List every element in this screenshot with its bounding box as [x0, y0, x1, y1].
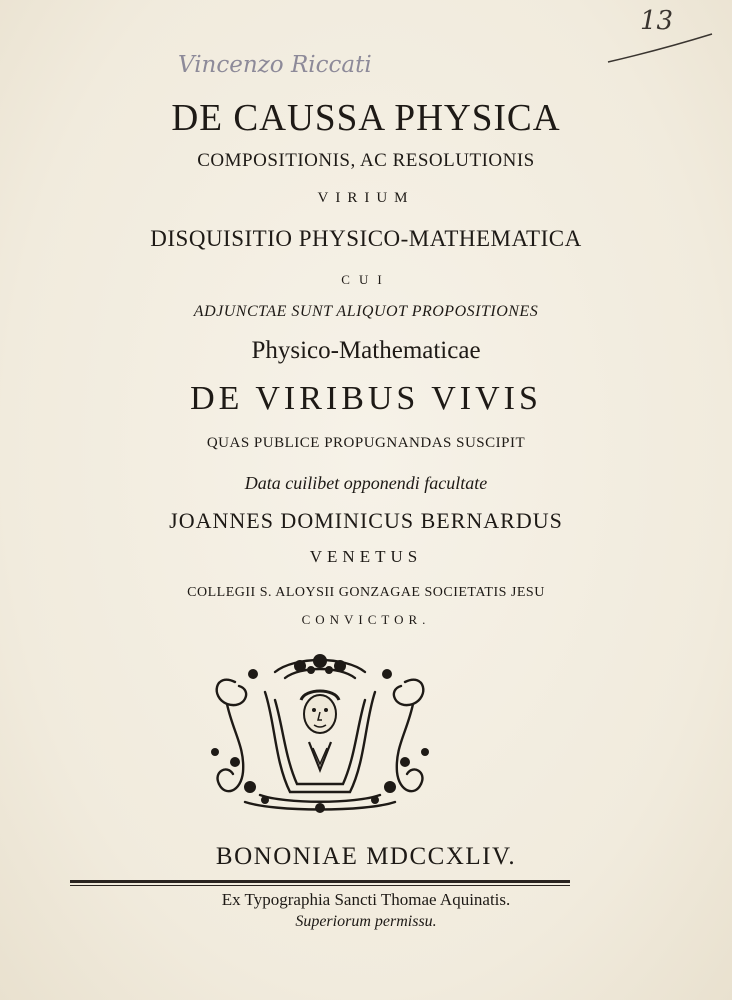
subtitle-line-5: ADJUNCTAE SUNT ALIQUOT PROPOSITIONES: [193, 303, 539, 320]
subtitle-line-8: Data cuilibet opponendi facultate: [244, 473, 488, 493]
imprint-rule-thick: [70, 880, 570, 883]
subtitle-line-7: QUAS PUBLICE PROPUGNANDAS SUSCIPIT: [206, 435, 526, 451]
imprint-permission: Superiorum permissu.: [295, 913, 437, 930]
imprint-printer: Ex Typographia Sancti Thomae Aquinatis.: [221, 890, 511, 909]
shelf-mark-underline: [600, 28, 720, 68]
subtitle-line-6: Physico-Mathematicae: [251, 337, 481, 364]
owner-signature: Vincenzo Riccati: [178, 52, 372, 78]
imprint-place-date: BONONIAE MDCCXLIV.: [215, 843, 517, 870]
subtitle-line-4: CUI: [341, 272, 391, 287]
printers-ornament: [205, 652, 435, 817]
subtitle-line-2: VIRIUM: [317, 190, 415, 206]
author-origin: VENETUS: [309, 547, 423, 566]
subtitle-line-3: DISQUISITIO PHYSICO-MATHEMATICA: [150, 226, 582, 251]
subtitle-line-1: COMPOSITIONIS, AC RESOLUTIONIS: [197, 150, 535, 171]
shelf-mark: 13: [640, 6, 674, 36]
author-affiliation: COLLEGII S. ALOYSII GONZAGAE SOCIETATIS JESU: [187, 585, 545, 600]
imprint-rule-thin: [70, 885, 570, 886]
secondary-title: DE VIRIBUS VIVIS: [190, 380, 542, 417]
author-name: JOANNES DOMINICUS BERNARDUS: [169, 508, 563, 533]
main-title: DE CAUSSA PHYSICA: [171, 97, 561, 139]
author-role: CONVICTOR.: [301, 612, 431, 627]
